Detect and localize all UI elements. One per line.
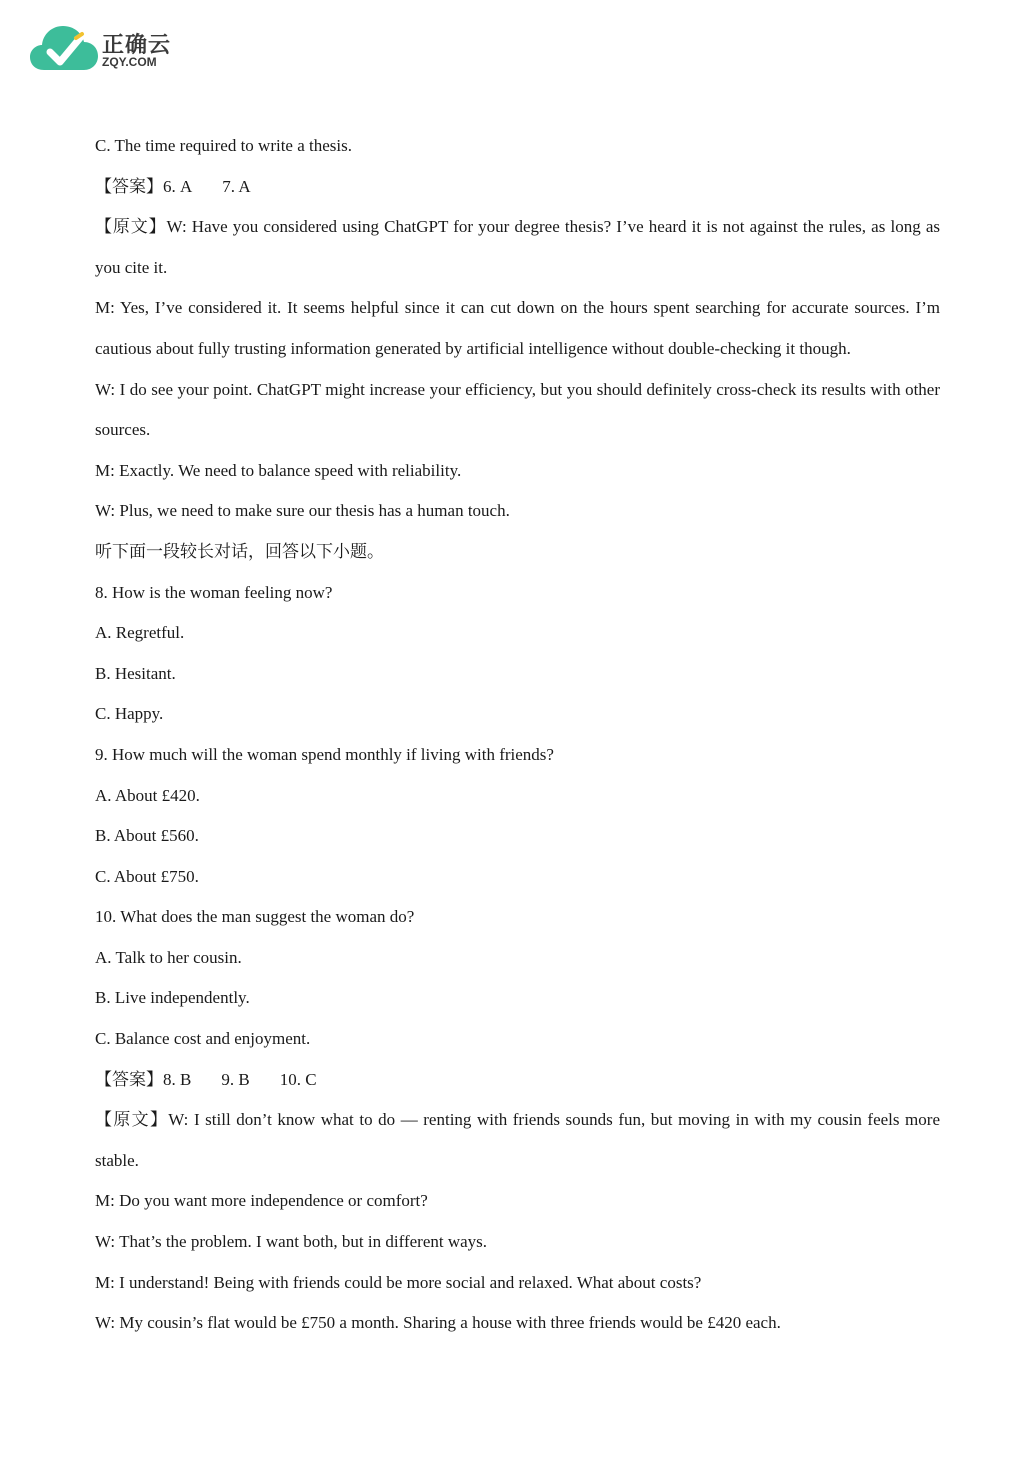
option-b-q9: B. About £560. <box>95 826 199 846</box>
transcript-paragraph: 【原文】W: I still don’t know what to do — renting with friends sounds fun, but moving in with my cousin feels more stable. <box>95 1110 940 1170</box>
transcript-line: M: Do you want more independence or comfort? <box>95 1191 428 1211</box>
option-c-q8: C. Happy. <box>95 704 164 724</box>
option-c-q10: C. Balance cost and enjoyment. <box>95 1029 311 1049</box>
transcript-line: W: Plus, we need to make sure our thesis has a human touch. <box>95 501 510 521</box>
answer-10: 10. C <box>279 1069 317 1089</box>
logo-domain: ZQY.COM <box>102 55 157 69</box>
option-c-q9: C. About £750. <box>95 866 199 886</box>
transcript-line: M: Exactly. We need to balance speed with reliability. <box>95 460 462 480</box>
answer-tag: 【答案】 <box>95 1069 163 1089</box>
option-a-q8: A. Regretful. <box>95 623 185 643</box>
section-instruction: 听下面一段较长对话，回答以下小题。 <box>95 541 384 561</box>
option-b-q10: B. Live independently. <box>95 988 250 1008</box>
cloud-check-icon <box>30 24 98 74</box>
transcript-line: W: That’s the problem. I want both, but in different ways. <box>95 1232 488 1252</box>
document-body <box>95 126 940 1344</box>
transcript-paragraph: W: I do see your point. ChatGPT might increase your efficiency, but you should definitely cross-check its results with other sources. <box>95 379 940 440</box>
question-10: 10. What does the man suggest the woman do? <box>95 907 415 927</box>
transcript-paragraph: M: Yes, I’ve considered it. It seems helpful since it can cut down on the hours spent searching for accurate sources. I’m cautious about fully trusting information generated by artificial intelligence without double-checking it though. <box>95 298 940 358</box>
transcript-line: W: My cousin’s flat would be £750 a month. Sharing a house with three friends would be £420 each. <box>95 1313 781 1333</box>
option-c-q7: C. The time required to write a thesis. <box>95 136 352 155</box>
answer-tag: 【答案】 <box>95 176 163 196</box>
option-b-q8: B. Hesitant. <box>95 663 176 683</box>
transcript-paragraph: 【原文】W: Have you considered using ChatGPT for your degree thesis? I’ve heard it is not against the rules, as long as you cite it. <box>95 217 940 277</box>
answer-7: 7. A <box>222 176 251 196</box>
logo-name: 正确云 <box>102 33 172 58</box>
answer-8: 8. B <box>163 1069 192 1089</box>
answer-9: 9. B <box>221 1069 250 1089</box>
answer-line-8-10 <box>95 1060 940 1101</box>
transcript-line: M: I understand! Being with friends could be more social and relaxed. What about costs? <box>95 1272 702 1292</box>
option-a-q10: A. Talk to her cousin. <box>95 947 242 967</box>
answer-6: 6. A <box>163 176 193 196</box>
question-8: 8. How is the woman feeling now? <box>95 582 333 602</box>
question-9: 9. How much will the woman spend monthly if living with friends? <box>95 744 554 764</box>
option-a-q9: A. About £420. <box>95 785 200 805</box>
zqy-logo[interactable] <box>30 24 180 74</box>
answer-line-6-7 <box>95 167 940 208</box>
